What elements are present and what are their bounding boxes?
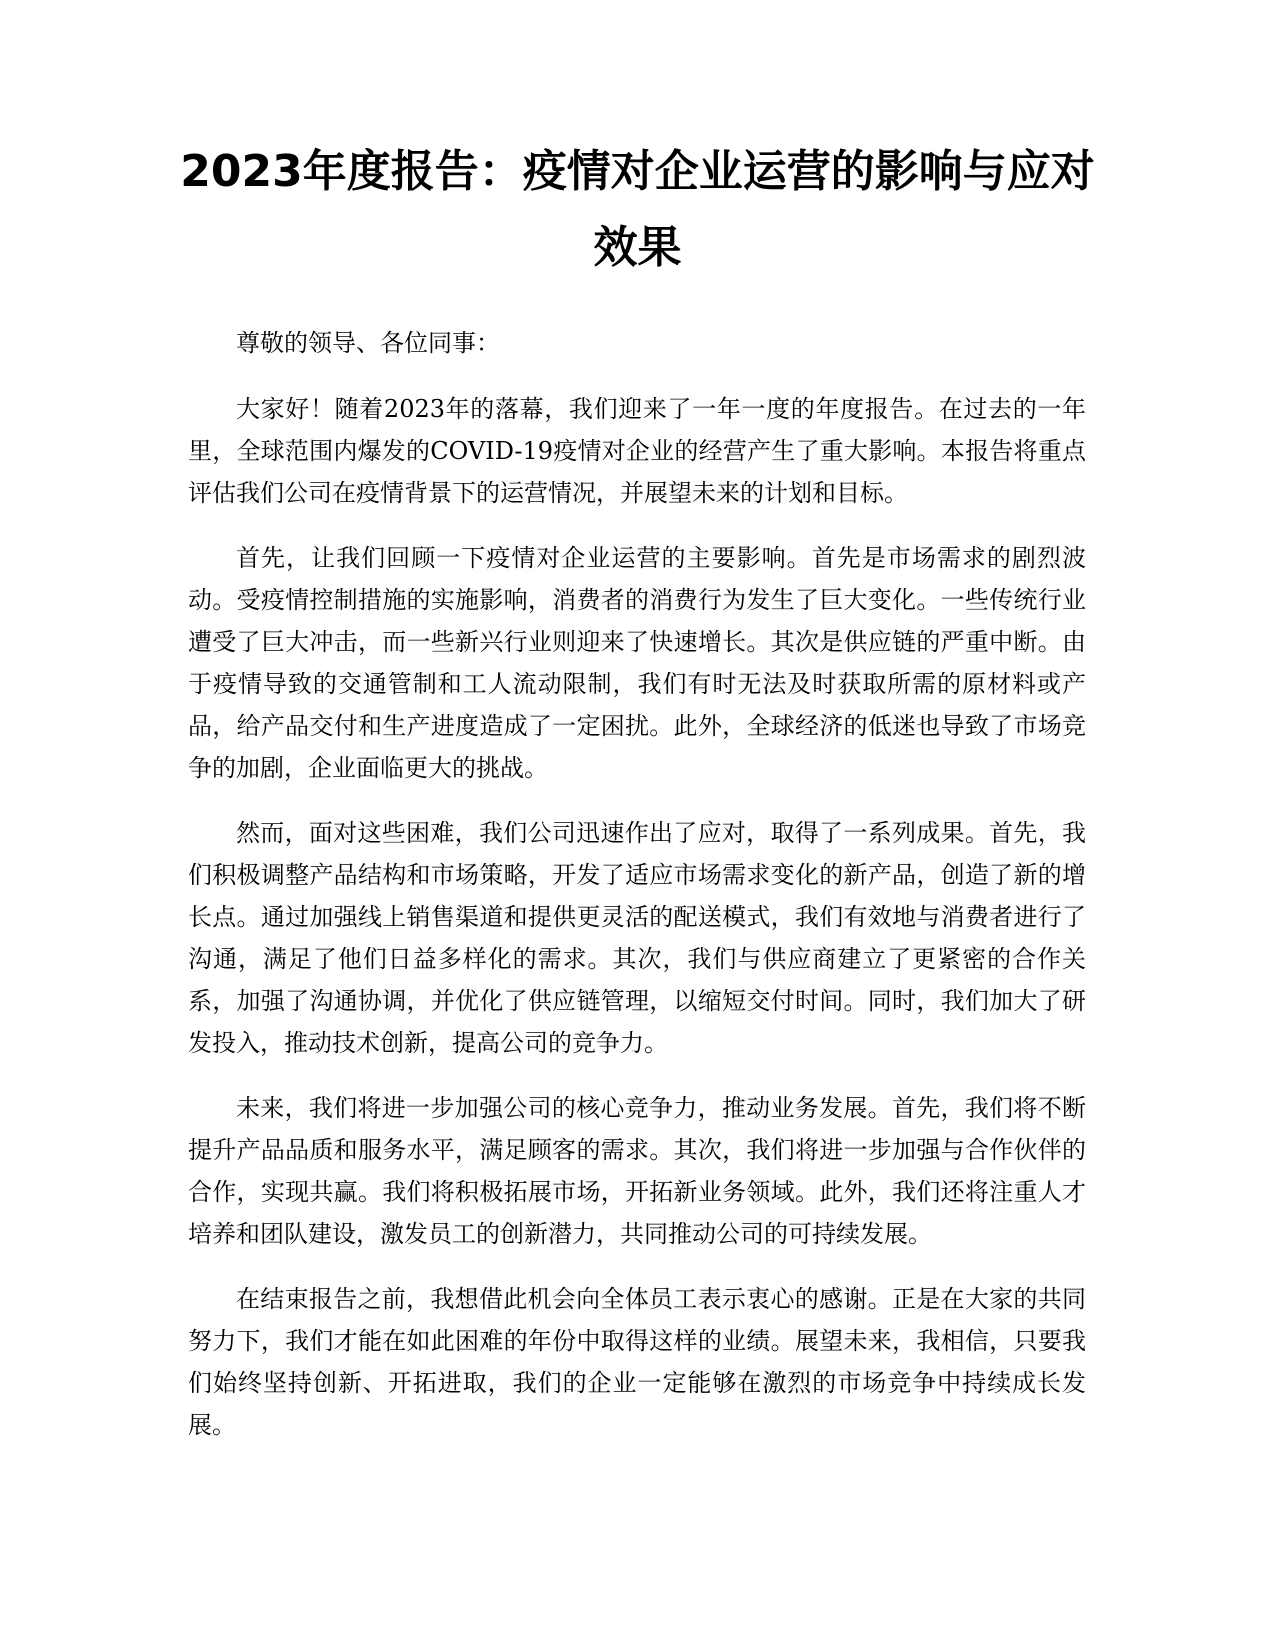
paragraph-closing: 在结束报告之前，我想借此机会向全体员工表示衷心的感谢。正是在大家的共同努力下，我们才能在如此困难的年份中取得这样的业绩。展望未来，我相信，只要我们始终坚持创新、开拓进取，我们的企业一定能够在激烈的市场竞争中持续成长发展。 bbox=[188, 1285, 1086, 1439]
paragraph-future: 未来，我们将进一步加强公司的核心竞争力，推动业务发展。首先，我们将不断提升产品品质和服务水平，满足顾客的需求。其次，我们将进一步加强与合作伙伴的合作，实现共赢。我们将积极拓展市场，开拓新业务领域。此外，我们还将注重人才培养和团队建设，激发员工的创新潜力，共同推动公司的可持续发展。 bbox=[188, 1094, 1086, 1248]
document-body bbox=[188, 322, 1086, 1469]
salutation: 尊敬的领导、各位同事： bbox=[236, 329, 500, 357]
document-title: 2023年度报告：疫情对企业运营的影响与应对效果 bbox=[180, 146, 1095, 273]
paragraph-response: 然而，面对这些困难，我们公司迅速作出了应对，取得了一系列成果。首先，我们积极调整产品结构和市场策略，开发了适应市场需求变化的新产品，创造了新的增长点。通过加强线上销售渠道和提供更灵活的配送模式，我们有效地与消费者进行了沟通，满足了他们日益多样化的需求。其次，我们与供应商建立了更紧密的合作关系，加强了沟通协调，并优化了供应链管理，以缩短交付时间。同时，我们加大了研发投入，推动技术创新，提高公司的竞争力。 bbox=[188, 819, 1086, 1057]
paragraph-impact: 首先，让我们回顾一下疫情对企业运营的主要影响。首先是市场需求的剧烈波动。受疫情控制措施的实施影响，消费者的消费行为发生了巨大变化。一些传统行业遭受了巨大冲击，而一些新兴行业则迎来了快速增长。其次是供应链的严重中断。由于疫情导致的交通管制和工人流动限制，我们有时无法及时获取所需的原材料或产品，给产品交付和生产进度造成了一定困扰。此外，全球经济的低迷也导致了市场竞争的加剧，企业面临更大的挑战。 bbox=[188, 544, 1086, 782]
paragraph-intro: 大家好！随着2023年的落幕，我们迎来了一年一度的年度报告。在过去的一年里，全球范围内爆发的COVID-19疫情对企业的经营产生了重大影响。本报告将重点评估我们公司在疫情背景下的运营情况，并展望未来的计划和目标。 bbox=[188, 395, 1086, 507]
